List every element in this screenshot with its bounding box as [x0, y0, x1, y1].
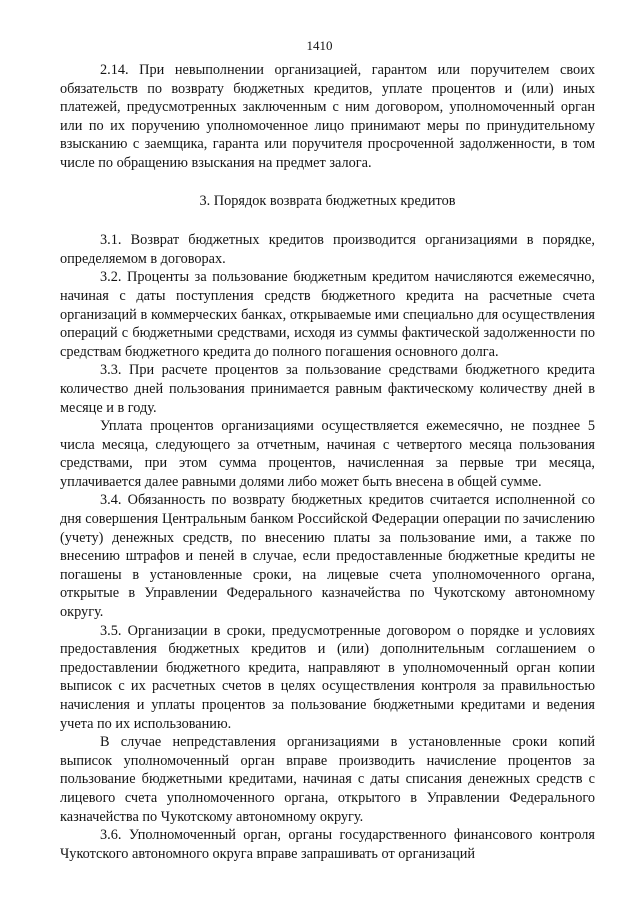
paragraph-3-4: 3.4. Обязанность по возврату бюджетных кредитов считается исполненной со дня совершения Центральным банком Российской Федерации операции по зачислению (учету) денежных средств, по внесению платы за пользование ими, а также по внесению штрафов и пеней в случае, если предоставленные бюджетные кредиты не погашены в установленные сроки, на лицевые счета уполномоченного органа, открытые в Управлении Федерального казначейства по Чукотскому автономному округу.: [60, 492, 595, 621]
paragraph-3-3: 3.3. При расчете процентов за пользование средствами бюджетного кредита количество дней пользования принимается равным фактическому количеству дней в месяце и в году.: [60, 362, 595, 416]
paragraph-3-2: 3.2. Проценты за пользование бюджетным кредитом начисляются ежемесячно, начиная с даты поступления средств бюджетного кредита на расчетные счета организаций в коммерческих банках, открываемые ими специально для осуществления операций с бюджетными средствами, исходя из суммы фактической задолженности по средствам бюджетного кредита до полного погашения основного долга.: [60, 269, 595, 360]
paragraph-3-3-payment: Уплата процентов организациями осуществляется ежемесячно, не позднее 5 числа месяца, следующего за отчетным, начиная с четвертого месяца пользования средствами, при этом сумма процентов, начисленная за первые три месяца, уплачивается далее равными долями либо может быть внесена в общей сумме.: [60, 418, 595, 490]
page-number: 1410: [306, 38, 333, 53]
paragraph-3-5-nonsubmission: В случае непредставления организациями в установленные сроки копий выписок уполномоченный орган вправе производить начисление процентов за пользование бюджетными кредитами, начиная с даты списания денежных средств с лицевого счета уполномоченного органа, открытого в Управлении Федерального казначейства по Чукотскому автономному округу.: [60, 734, 595, 825]
document-body: [60, 61, 595, 863]
paragraph-2-14: 2.14. При невыполнении организацией, гарантом или поручителем своих обязательств по возврату бюджетных кредитов, уплате процентов и (или) иных платежей, предусмотренных заключенным с ним договором, уполномоченный орган или по их поручению уполномоченное лицо принимают меры по принудительному взысканию с заемщика, гаранта или поручителя просроченной задолженности, в том числе по обращению взыскания на предмет залога.: [60, 62, 595, 171]
section-heading: 3. Порядок возврата бюджетных кредитов: [199, 192, 456, 209]
paragraph-3-5: 3.5. Организации в сроки, предусмотренные договором о порядке и условиях предоставления бюджетных кредитов и (или) дополнительным соглашением о предоставлении бюджетного кредита, направляют в уполномоченный орган копии выписок с их расчетных счетов в целях осуществления контроля за правильностью начисления и уплаты процентов за пользование бюджетными кредитами и ведения учета по их использованию.: [60, 622, 595, 732]
paragraph-3-1: 3.1. Возврат бюджетных кредитов производится организациями в порядке, определяемом в договорах.: [60, 232, 595, 267]
paragraph-3-6: 3.6. Уполномоченный орган, органы государственного финансового контроля Чукотского автономного округа вправе запрашивать от организаций: [60, 827, 595, 862]
